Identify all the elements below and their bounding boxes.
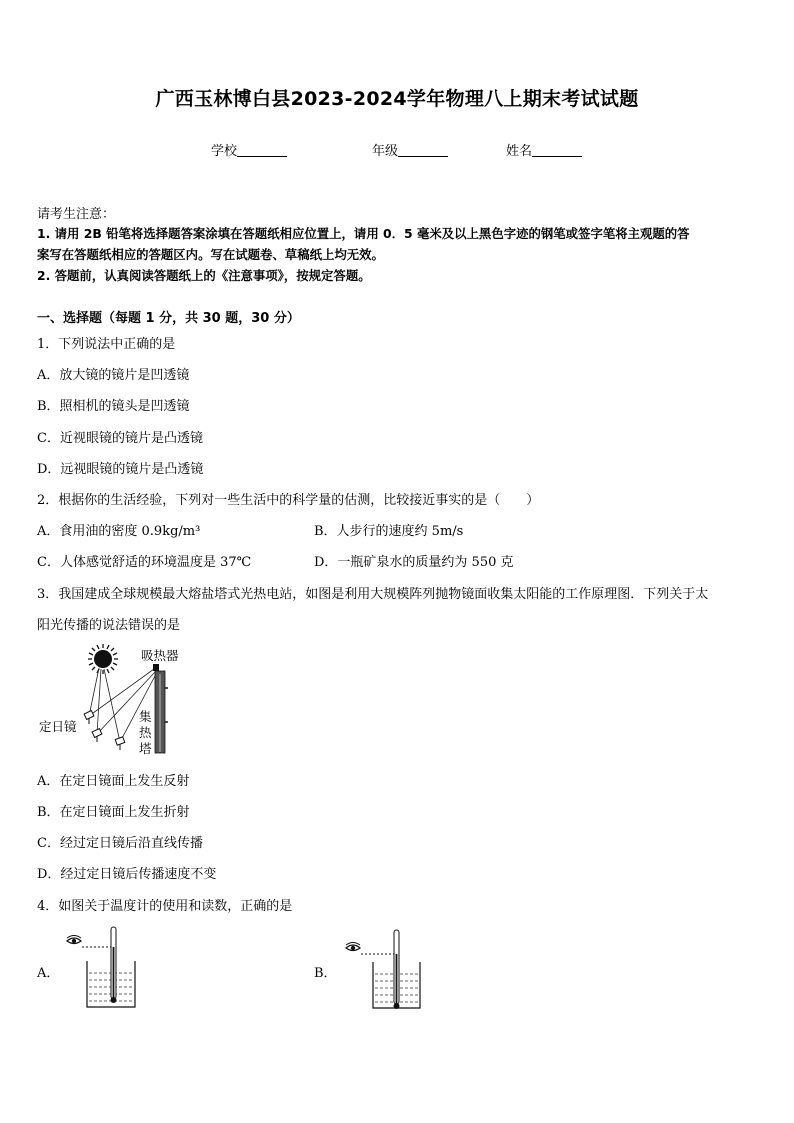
name-blank — [532, 143, 582, 157]
notice-heading: 请考生注意： — [37, 207, 116, 222]
eye-icon — [346, 943, 360, 951]
notice-line-3: 2. 答题前，认真阅读答题纸上的《注意事项》，按规定答题。 — [37, 268, 371, 283]
q3-option-c: C．经过定日镜后沿直线传播 — [37, 836, 203, 851]
absorber-label: 吸热器 — [141, 648, 179, 663]
q3-stem-line-2: 阳光传播的说法错误的是 — [37, 618, 181, 633]
notice-line-2: 案写在答题纸相应的答题区内。写在试题卷、草稿纸上均无效。 — [37, 247, 384, 262]
school-field — [211, 140, 287, 159]
thermometer-figure-b — [342, 928, 424, 1012]
solar-tower-figure — [37, 642, 197, 764]
thermometer — [111, 927, 117, 1003]
q4-stem: 4．如图关于温度计的使用和读数，正确的是 — [37, 899, 293, 914]
thermometer — [394, 930, 400, 1009]
page-title: 广西玉林博白县2023-2024学年物理八上期末考试试题 — [155, 88, 639, 110]
eye-icon — [67, 936, 81, 944]
q1-option-d: D．远视眼镜的镜片是凸透镜 — [37, 462, 204, 477]
q3-stem-line-1: 3．我国建成全球规模最大熔盐塔式光热电站，如图是利用大规模阵列抛物镜面收集太阳能的工作原理图．下列关于太 — [37, 587, 709, 602]
q3-option-b: B．在定日镜面上发生折射 — [37, 805, 190, 820]
q2-option-c: C．人体感觉舒适的环境温度是 37℃ — [37, 555, 252, 570]
q2-stem: 2．根据你的生活经验，下列对一些生活中的科学量的估测，比较接近事实的是（ ） — [37, 493, 540, 508]
q4-option-b-label: B． — [314, 966, 337, 981]
q4-option-a-label: A． — [37, 966, 60, 981]
q1-option-b: B．照相机的镜头是凹透镜 — [37, 399, 190, 414]
school-blank — [237, 143, 287, 157]
section-heading: 一、选择题（每题 1 分，共 30 题，30 分） — [37, 311, 300, 326]
tower-label-2: 热 — [139, 725, 152, 740]
q3-option-a: A．在定日镜面上发生反射 — [37, 774, 190, 789]
name-field — [506, 140, 582, 159]
tower-label-3: 塔 — [139, 741, 152, 756]
q1-option-a: A．放大镜的镜片是凹透镜 — [37, 368, 190, 383]
q2-option-d: D．一瓶矿泉水的质量约为 550 克 — [314, 555, 514, 570]
grade-label: 年级 — [372, 144, 399, 159]
q1-stem: 1．下列说法中正确的是 — [37, 337, 176, 352]
tower-label-1: 集 — [139, 709, 152, 724]
q3-option-d: D．经过定日镜后传播速度不变 — [37, 867, 217, 882]
school-label: 学校 — [211, 144, 238, 159]
q2-option-a: A．食用油的密度 0.9kg/m³ — [37, 524, 201, 539]
heat-collecting-tower — [153, 664, 168, 753]
q2-option-b: B．人步行的速度约 5m/s — [314, 524, 464, 539]
grade-blank — [398, 143, 448, 157]
q1-option-c: C．近视眼镜的镜片是凸透镜 — [37, 431, 203, 446]
notice-line-1: 1. 请用 2B 铅笔将选择题答案涂填在答题纸相应位置上，请用 0．5 毫米及以上黑色字迹的钢笔或签字笔将主观题的答 — [37, 226, 690, 241]
grade-field — [372, 140, 448, 159]
thermometer-figure-a — [62, 925, 142, 1011]
heliostat-mirrors — [84, 711, 125, 750]
sun-icon — [88, 644, 118, 674]
heliostat-label: 定日镜 — [39, 719, 77, 734]
name-label: 姓名 — [506, 144, 533, 159]
